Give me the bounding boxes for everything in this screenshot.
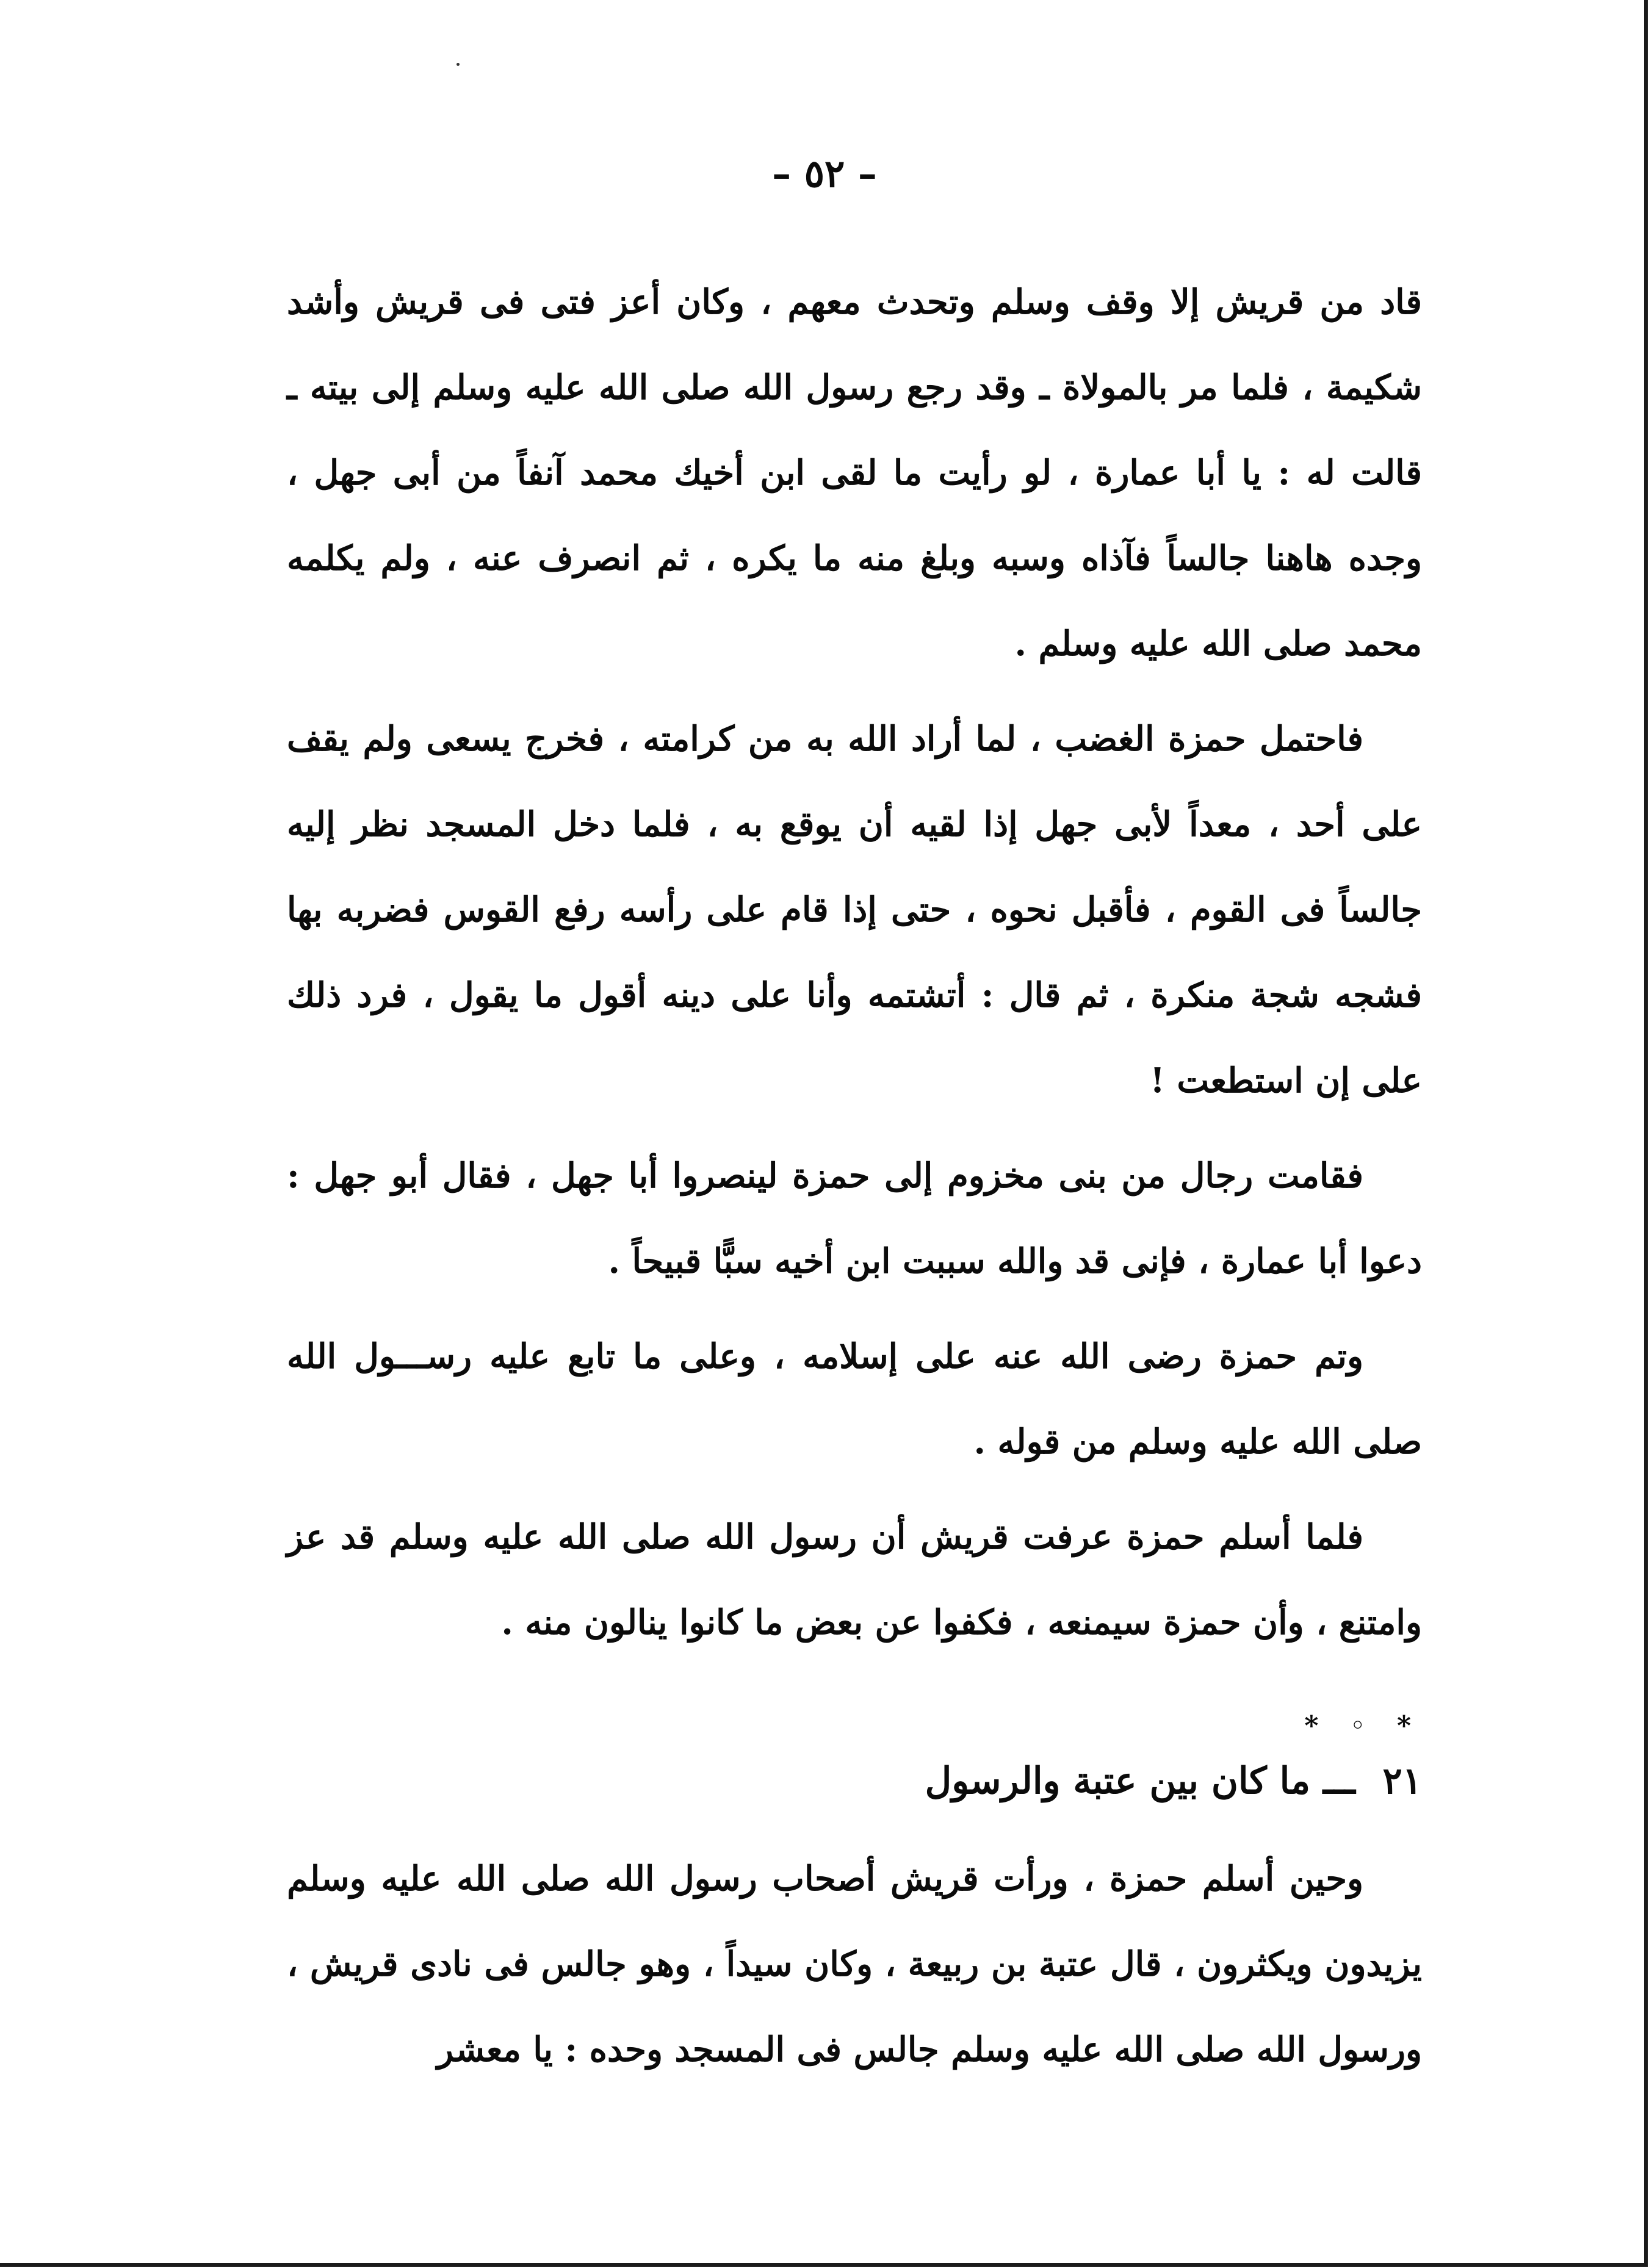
section-ornament: * ◦ * — [1304, 1710, 1422, 1741]
page-number: – ٥٢ – — [772, 151, 877, 196]
section-number: ٢١ — [1382, 1760, 1422, 1802]
section-dash: ـــ — [1322, 1760, 1355, 1802]
paragraph-2: فاحتمل حمزة الغضب ، لما أراد الله به من كرامته ، فخرج يسعى ولم يقف على أحد ، معداً لأبى جهل إذا لقيه أن يوقع به ، فلما دخل المسجد نظر إليه جالساً فى القوم ، فأقبل نحوه ، حتى إذا قام على رأسه رفع القوس فضربه بها فشجه شجة منكرة ، ثم قال : أتشتمه وأنا على دينه أقول ما يقول ، فرد ذلك على إن استطعت ! — [287, 719, 1423, 1101]
paragraph-4: وتم حمزة رضى الله عنه على إسلامه ، وعلى ما تابع عليه رســـول الله صلى الله عليه وسلم من قوله . — [287, 1336, 1422, 1462]
page-body — [287, 259, 1422, 2102]
section-heading — [287, 1751, 1422, 1812]
paragraph-1: قاد من قريش إلا وقف وسلم وتحدث معهم ، وكان أعز فتى فى قريش وأشد شكيمة ، فلما مر بالمولاة ـ وقد رجع رسول الله صلى الله عليه وسلم إلى بيته ـ قالت له : يا أبا عمارة ، لو رأيت ما لقى ابن أخيك محمد آنفاً من أبى جهل ، وجده هاهنا جالساً فآذاه وسبه وبلغ منه ما يكره ، ثم انصرف عنه ، ولم يكلمه محمد صلى الله عليه وسلم . — [287, 282, 1422, 664]
scan-speck — [456, 63, 460, 66]
section-title: ما كان بين عتبة والرسول — [925, 1760, 1311, 1802]
paragraph-5: فلما أسلم حمزة عرفت قريش أن رسول الله صلى الله عليه وسلم قد عز وامتنع ، وأن حمزة سيمنعه ، فكفوا عن بعض ما كانوا ينالون منه . — [287, 1517, 1422, 1643]
paragraph-6: وحين أسلم حمزة ، ورأت قريش أصحاب رسول الله صلى الله عليه وسلم يزيدون ويكثرون ، قال عتبة بن ربيعة ، وكان سيداً ، وهو جالس فى نادى قريش ، ورسول الله صلى الله عليه وسلم جالس فى المسجد وحده : يا معشر — [287, 1859, 1422, 2070]
paragraph-3: فقامت رجال من بنى مخزوم إلى حمزة لينصروا أبا جهل ، فقال أبو جهل : دعوا أبا عمارة ، فإنى قد والله سببت ابن أخيه سبًّا قبيحاً . — [287, 1156, 1422, 1281]
